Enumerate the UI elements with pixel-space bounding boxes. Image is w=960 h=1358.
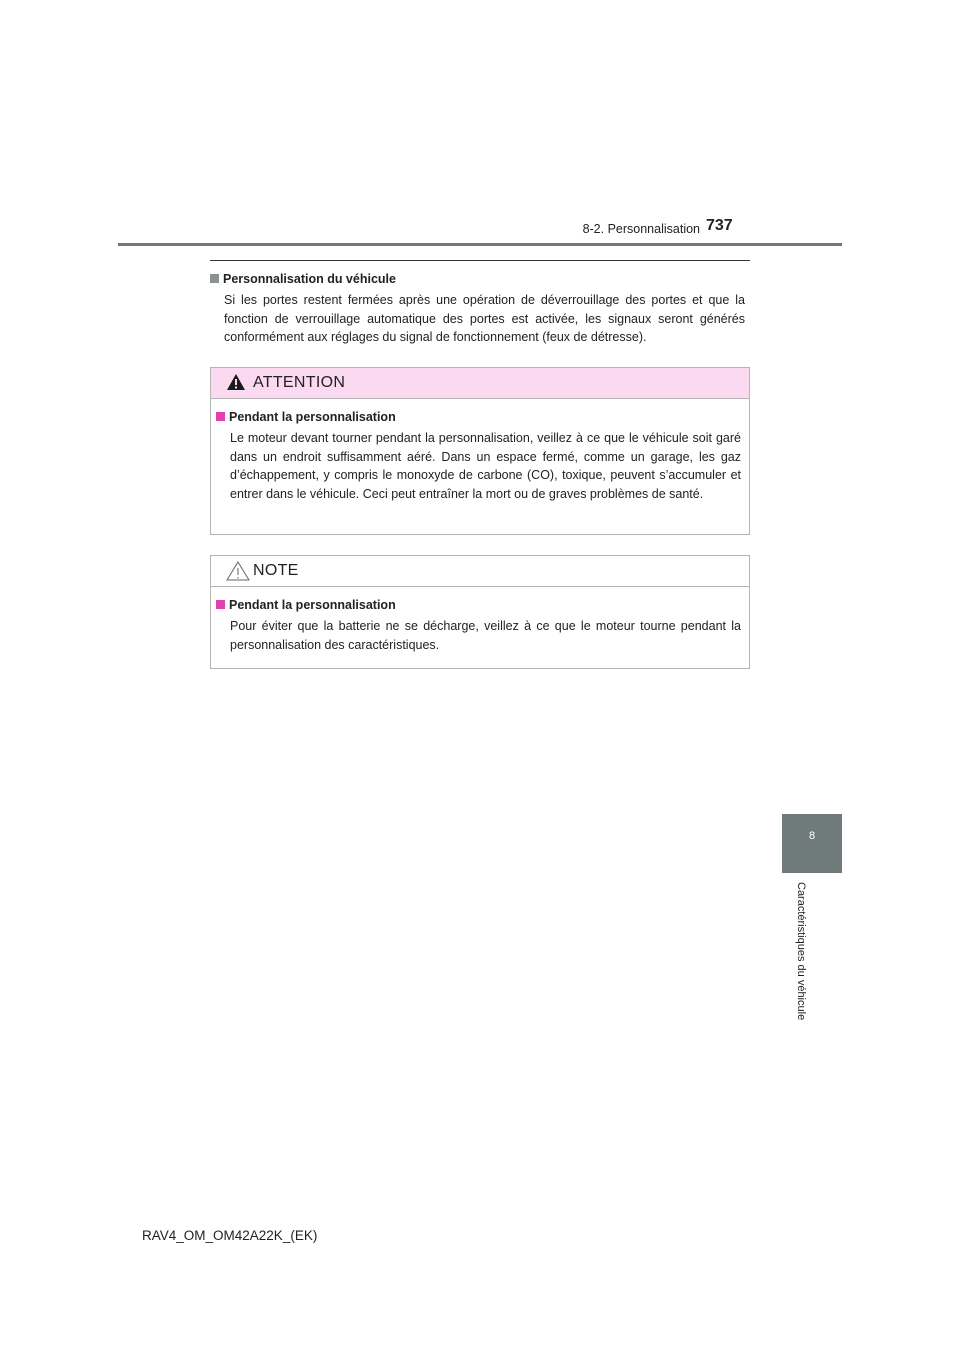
note-item-text: Pour éviter que la batterie ne se décharge, veillez à ce que le moteur tourne pendant la personnalisation des caractéristiques. [230,619,741,652]
note-box [210,555,750,669]
note-header [211,556,749,587]
header-rule [118,243,842,246]
content-top-rule [210,260,750,261]
caution-outline-triangle-icon [226,561,250,581]
square-bullet-icon [216,600,225,609]
note-label: NOTE [253,562,299,579]
square-bullet-icon [216,412,225,421]
attention-header [211,368,749,399]
note-body [211,587,749,666]
warning-triangle-icon [226,373,246,391]
attention-item-title: Pendant la personnalisation [216,409,741,429]
attention-body [211,399,749,515]
chapter-tab-number: 8 [808,830,816,842]
section-title: Personnalisation du véhicule [210,271,745,291]
attention-label: ATTENTION [253,374,346,391]
running-header-section: 8-2. Personnalisation [582,222,700,236]
chapter-tab[interactable] [782,814,842,873]
attention-box [210,367,750,535]
attention-item-text: Le moteur devant tourner pendant la personnalisation, veillez à ce que le véhicule soit garé dans un endroit suffisamment aéré. Dans un espace fermé, comme un garage, les gaz d’échappement, y compris le monoxyde de carbone (CO), toxique, peuvent s’accumuler et entrer dans le véhicule. Ceci peut entraîner la mort ou de graves problèmes de santé. [230,431,741,501]
section-vehicle-personalization [210,271,745,347]
note-item-title: Pendant la personnalisation [216,597,741,617]
page-number: 737 [706,217,733,234]
chapter-side-label: Caractéristiques du véhicule [795,882,807,1021]
footer-doc-code: RAV4_OM_OM42A22K_(EK) [142,1228,318,1243]
square-bullet-icon [210,274,219,283]
section-paragraph: Si les portes restent fermées après une opération de déverrouillage des portes et que la fonction de verrouillage automatique des portes est activée, les signaux seront générés conformément aux réglages du signal de fonctionnement (feux de détresse). [224,293,745,344]
